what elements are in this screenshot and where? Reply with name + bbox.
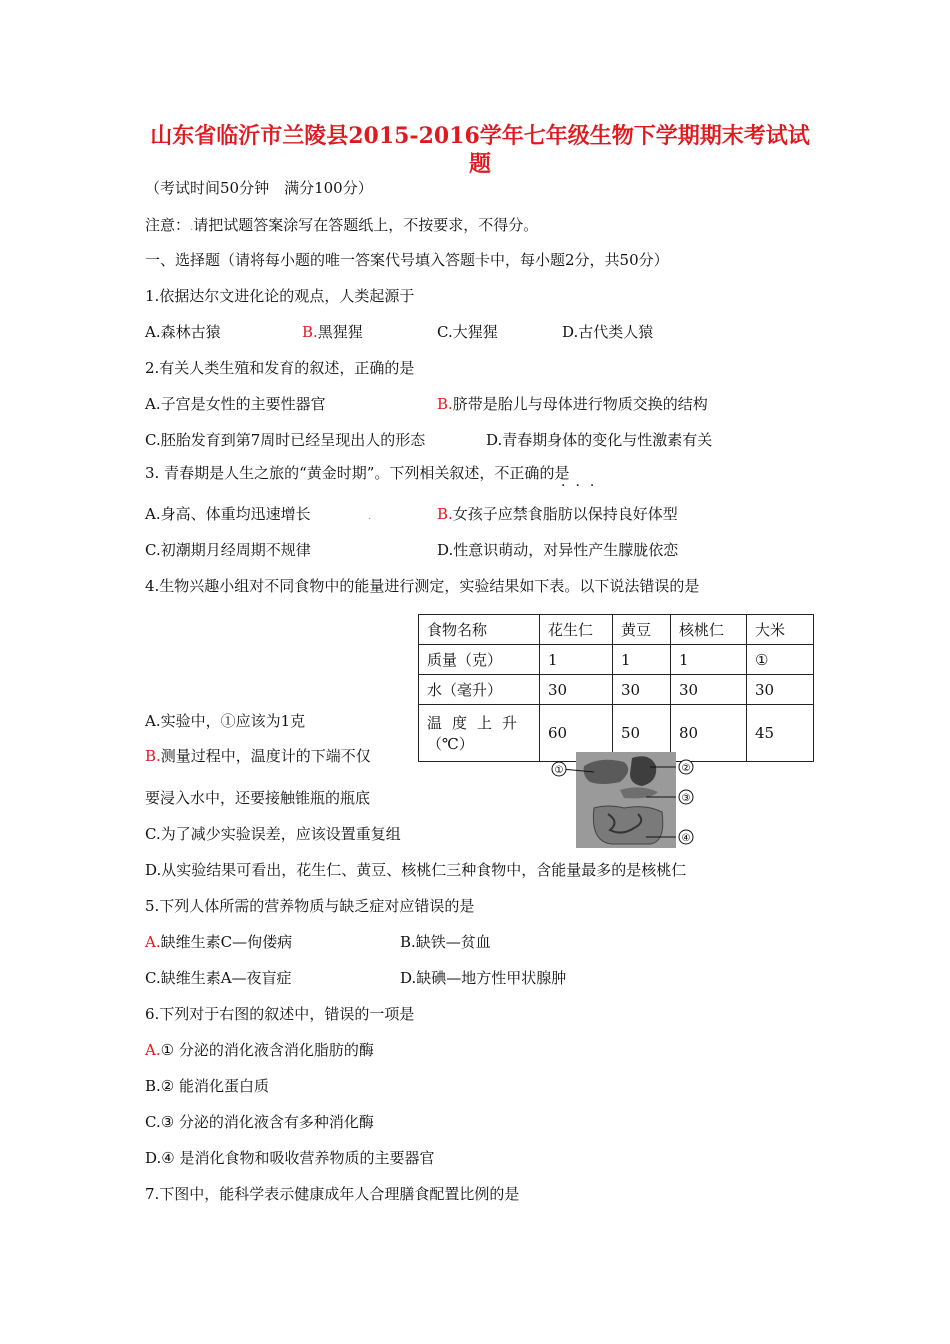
q3-stem-text: 3. 青春期是人生之旅的“黄金时期”。下列相关叙述， bbox=[145, 464, 495, 482]
temp-label: 温度上升 bbox=[427, 714, 528, 732]
q2-stem: 2.有关人类生殖和发育的叙述，正确的是 bbox=[145, 359, 415, 377]
table-cell: ① bbox=[747, 645, 814, 675]
q1-option-d: D.古代类人猿 bbox=[562, 323, 654, 341]
q6-stem: 6.下列对于右图的叙述中，错误的一项是 bbox=[145, 1005, 415, 1023]
q2-option-d: D.青春期身体的变化与性激素有关 bbox=[486, 431, 713, 449]
table-cell: 30 bbox=[671, 675, 747, 705]
exam-info: （考试时间50分钟 满分100分） bbox=[145, 179, 373, 197]
diagram-label-4: ④ bbox=[681, 833, 691, 844]
q1-stem: 1.依据达尔文进化论的观点，人类起源于 bbox=[145, 287, 415, 305]
table-cell: 30 bbox=[747, 675, 814, 705]
table-cell bbox=[419, 705, 540, 762]
q4-answer-letter: B. bbox=[145, 747, 161, 765]
emphasis-dots: ··· bbox=[561, 478, 605, 494]
q4-option-b-text: 测量过程中，温度计的下端不仅 bbox=[160, 747, 371, 765]
q3-stem bbox=[145, 463, 569, 483]
table-cell: 30 bbox=[613, 675, 671, 705]
q6-option-b: B.② 能消化蛋白质 bbox=[145, 1077, 270, 1095]
table-cell: 黄豆 bbox=[613, 615, 671, 645]
q3-emphasis: 不正确 bbox=[494, 464, 540, 482]
table-cell: 质量（克） bbox=[419, 645, 540, 675]
q5-option-a-text: 缺维生素C—佝偻病 bbox=[160, 933, 293, 951]
table-row bbox=[419, 675, 814, 705]
q6-answer-letter: A. bbox=[145, 1041, 161, 1059]
q3-option-c: C.初潮期月经周期不规律 bbox=[145, 541, 311, 559]
q1-option-a: A.森林古猿 bbox=[145, 323, 221, 341]
q2-option-c: C.胚胎发育到第7周时已经呈现出人的形态 bbox=[145, 431, 426, 449]
table-cell: 核桃仁 bbox=[671, 615, 747, 645]
q1-option-b-text: 黑猩猩 bbox=[317, 323, 363, 341]
q3-option-a: A.身高、体重均迅速增长 bbox=[145, 505, 311, 523]
section-heading: 一、选择题（请将每小题的唯一答案代号填入答题卡中，每小题2分，共50分） bbox=[145, 251, 669, 269]
q3-option-b-text: 女孩子应禁食脂肪以保持良好体型 bbox=[452, 505, 678, 523]
q6-option-d: D.④ 是消化食物和吸收营养物质的主要器官 bbox=[145, 1149, 435, 1167]
diagram-label-1: ① bbox=[554, 765, 564, 776]
table-cell: 30 bbox=[540, 675, 613, 705]
table-cell: 大米 bbox=[747, 615, 814, 645]
q7-stem: 7.下图中，能科学表示健康成年人合理膳食配置比例的是 bbox=[145, 1185, 520, 1203]
q5-option-b: B.缺铁—贫血 bbox=[400, 933, 491, 951]
q5-option-d: D.缺碘—地方性甲状腺肿 bbox=[400, 969, 567, 987]
notice-text: 请把试题答案涂写在答题纸上，不按要求，不得分。 bbox=[193, 216, 539, 234]
table-cell: 1 bbox=[540, 645, 613, 675]
q3-option-d: D.性意识萌动，对异性产生朦胧依恋 bbox=[437, 541, 679, 559]
q5-option-a bbox=[145, 932, 292, 952]
dot-mark: . bbox=[190, 222, 194, 233]
q4-option-d: D.从实验结果可看出，花生仁、黄豆、核桃仁三种食物中，含能量最多的是核桃仁 bbox=[145, 861, 687, 879]
q5-answer-letter: A. bbox=[145, 933, 161, 951]
table-cell: 1 bbox=[613, 645, 671, 675]
temp-unit: （℃） bbox=[427, 735, 474, 753]
q3-answer-letter: B. bbox=[437, 505, 453, 523]
table-cell: 花生仁 bbox=[540, 615, 613, 645]
table-cell: 食物名称 bbox=[419, 615, 540, 645]
q3-stem-end: 的是 bbox=[539, 464, 570, 482]
page-title: 山东省临沂市兰陵县2015-2016学年七年级生物下学期期末考试试题 bbox=[150, 123, 810, 177]
q6-option-c: C.③ 分泌的消化液含有多种消化酶 bbox=[145, 1113, 374, 1131]
q2-option-a: A.子宫是女性的主要性器官 bbox=[145, 395, 326, 413]
q5-option-c: C.缺维生素A—夜盲症 bbox=[145, 969, 292, 987]
table-cell: 水（毫升） bbox=[419, 675, 540, 705]
table-cell: 80 bbox=[671, 705, 747, 762]
table-header-row bbox=[419, 615, 814, 645]
q4-option-c: C.为了减少实验误差，应该设置重复组 bbox=[145, 825, 401, 843]
q4-option-a: A.实验中，①应该为1克 bbox=[145, 712, 306, 730]
food-energy-table bbox=[418, 614, 814, 762]
q2-answer-letter: B. bbox=[437, 395, 453, 413]
table-cell: 60 bbox=[540, 705, 613, 762]
table-cell: 50 bbox=[613, 705, 671, 762]
notice-prefix: 注意： bbox=[145, 216, 191, 234]
notice bbox=[145, 215, 538, 238]
q1-option-c: C.大猩猩 bbox=[437, 323, 498, 341]
q4-stem: 4.生物兴趣小组对不同食物中的能量进行测定，实验结果如下表。以下说法错误的是 bbox=[145, 577, 700, 595]
table-cell: 1 bbox=[671, 645, 747, 675]
q3-option-b bbox=[437, 504, 678, 524]
intestine-shape bbox=[593, 806, 662, 844]
table-row bbox=[419, 645, 814, 675]
q1-option-b bbox=[302, 322, 363, 342]
q6-option-a-text: ① 分泌的消化液含消化脂肪的酶 bbox=[160, 1041, 374, 1059]
diagram-label-2: ② bbox=[681, 763, 691, 774]
q1-answer-letter: B. bbox=[302, 323, 318, 341]
table-cell: 45 bbox=[747, 705, 814, 762]
dot-mark: . bbox=[368, 511, 372, 522]
diagram-label-3: ③ bbox=[681, 793, 691, 804]
q2-option-b bbox=[437, 394, 708, 414]
q4-option-b bbox=[145, 746, 371, 766]
q6-option-a bbox=[145, 1040, 374, 1060]
digestive-system-figure bbox=[550, 752, 700, 848]
q4-option-b-continued: 要浸入水中，还要接触锥瓶的瓶底 bbox=[145, 789, 371, 807]
q2-option-b-text: 脐带是胎儿与母体进行物质交换的结构 bbox=[452, 395, 708, 413]
q5-stem: 5.下列人体所需的营养物质与缺乏症对应错误的是 bbox=[145, 897, 475, 915]
